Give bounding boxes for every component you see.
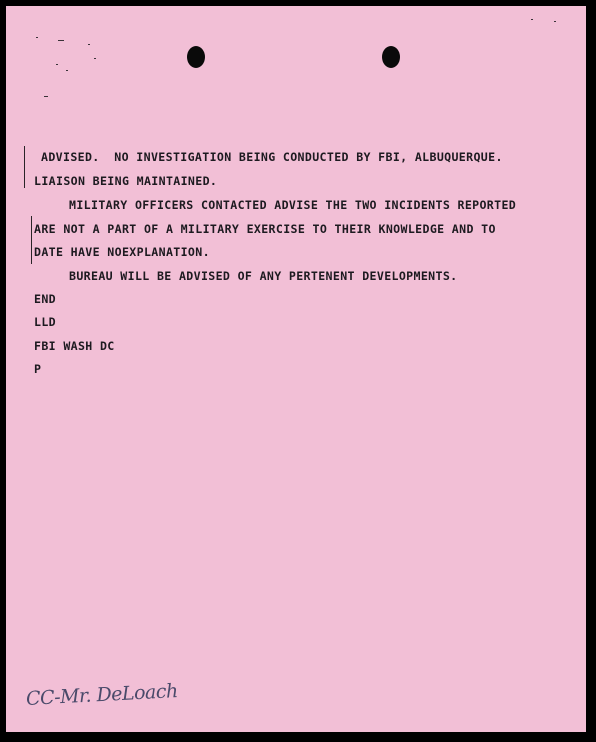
text-line: DATE HAVE NOEXPLANATION.: [34, 245, 210, 259]
speck: [531, 19, 533, 20]
speck: [554, 21, 556, 22]
text-line: LLD: [34, 315, 56, 329]
text-line: BUREAU WILL BE ADVISED OF ANY PERTENENT DEVELOPMENTS.: [69, 269, 458, 283]
text-line: FBI WASH DC: [34, 339, 115, 353]
speck: [58, 40, 64, 41]
speck: [94, 58, 96, 59]
speck: [56, 64, 58, 65]
document-page: [6, 6, 586, 732]
margin-change-bar: [31, 216, 32, 264]
handwritten-note: CC-Mr. DeLoach: [25, 680, 179, 710]
text-line: END: [34, 292, 56, 306]
speck: [88, 44, 90, 45]
punch-hole-left: [187, 46, 205, 68]
speck: [44, 96, 48, 97]
speck: [66, 70, 68, 71]
text-line: P: [34, 362, 42, 376]
text-line: ADVISED. NO INVESTIGATION BEING CONDUCTED BY FBI, ALBUQUERQUE.: [41, 150, 503, 164]
margin-change-bar: [24, 146, 25, 188]
speck: [36, 37, 38, 38]
punch-hole-right: [382, 46, 400, 68]
text-line: LIAISON BEING MAINTAINED.: [34, 174, 218, 188]
text-line: ARE NOT A PART OF A MILITARY EXERCISE TO THEIR KNOWLEDGE AND TO: [34, 222, 496, 236]
text-line: MILITARY OFFICERS CONTACTED ADVISE THE TWO INCIDENTS REPORTED: [69, 198, 517, 212]
